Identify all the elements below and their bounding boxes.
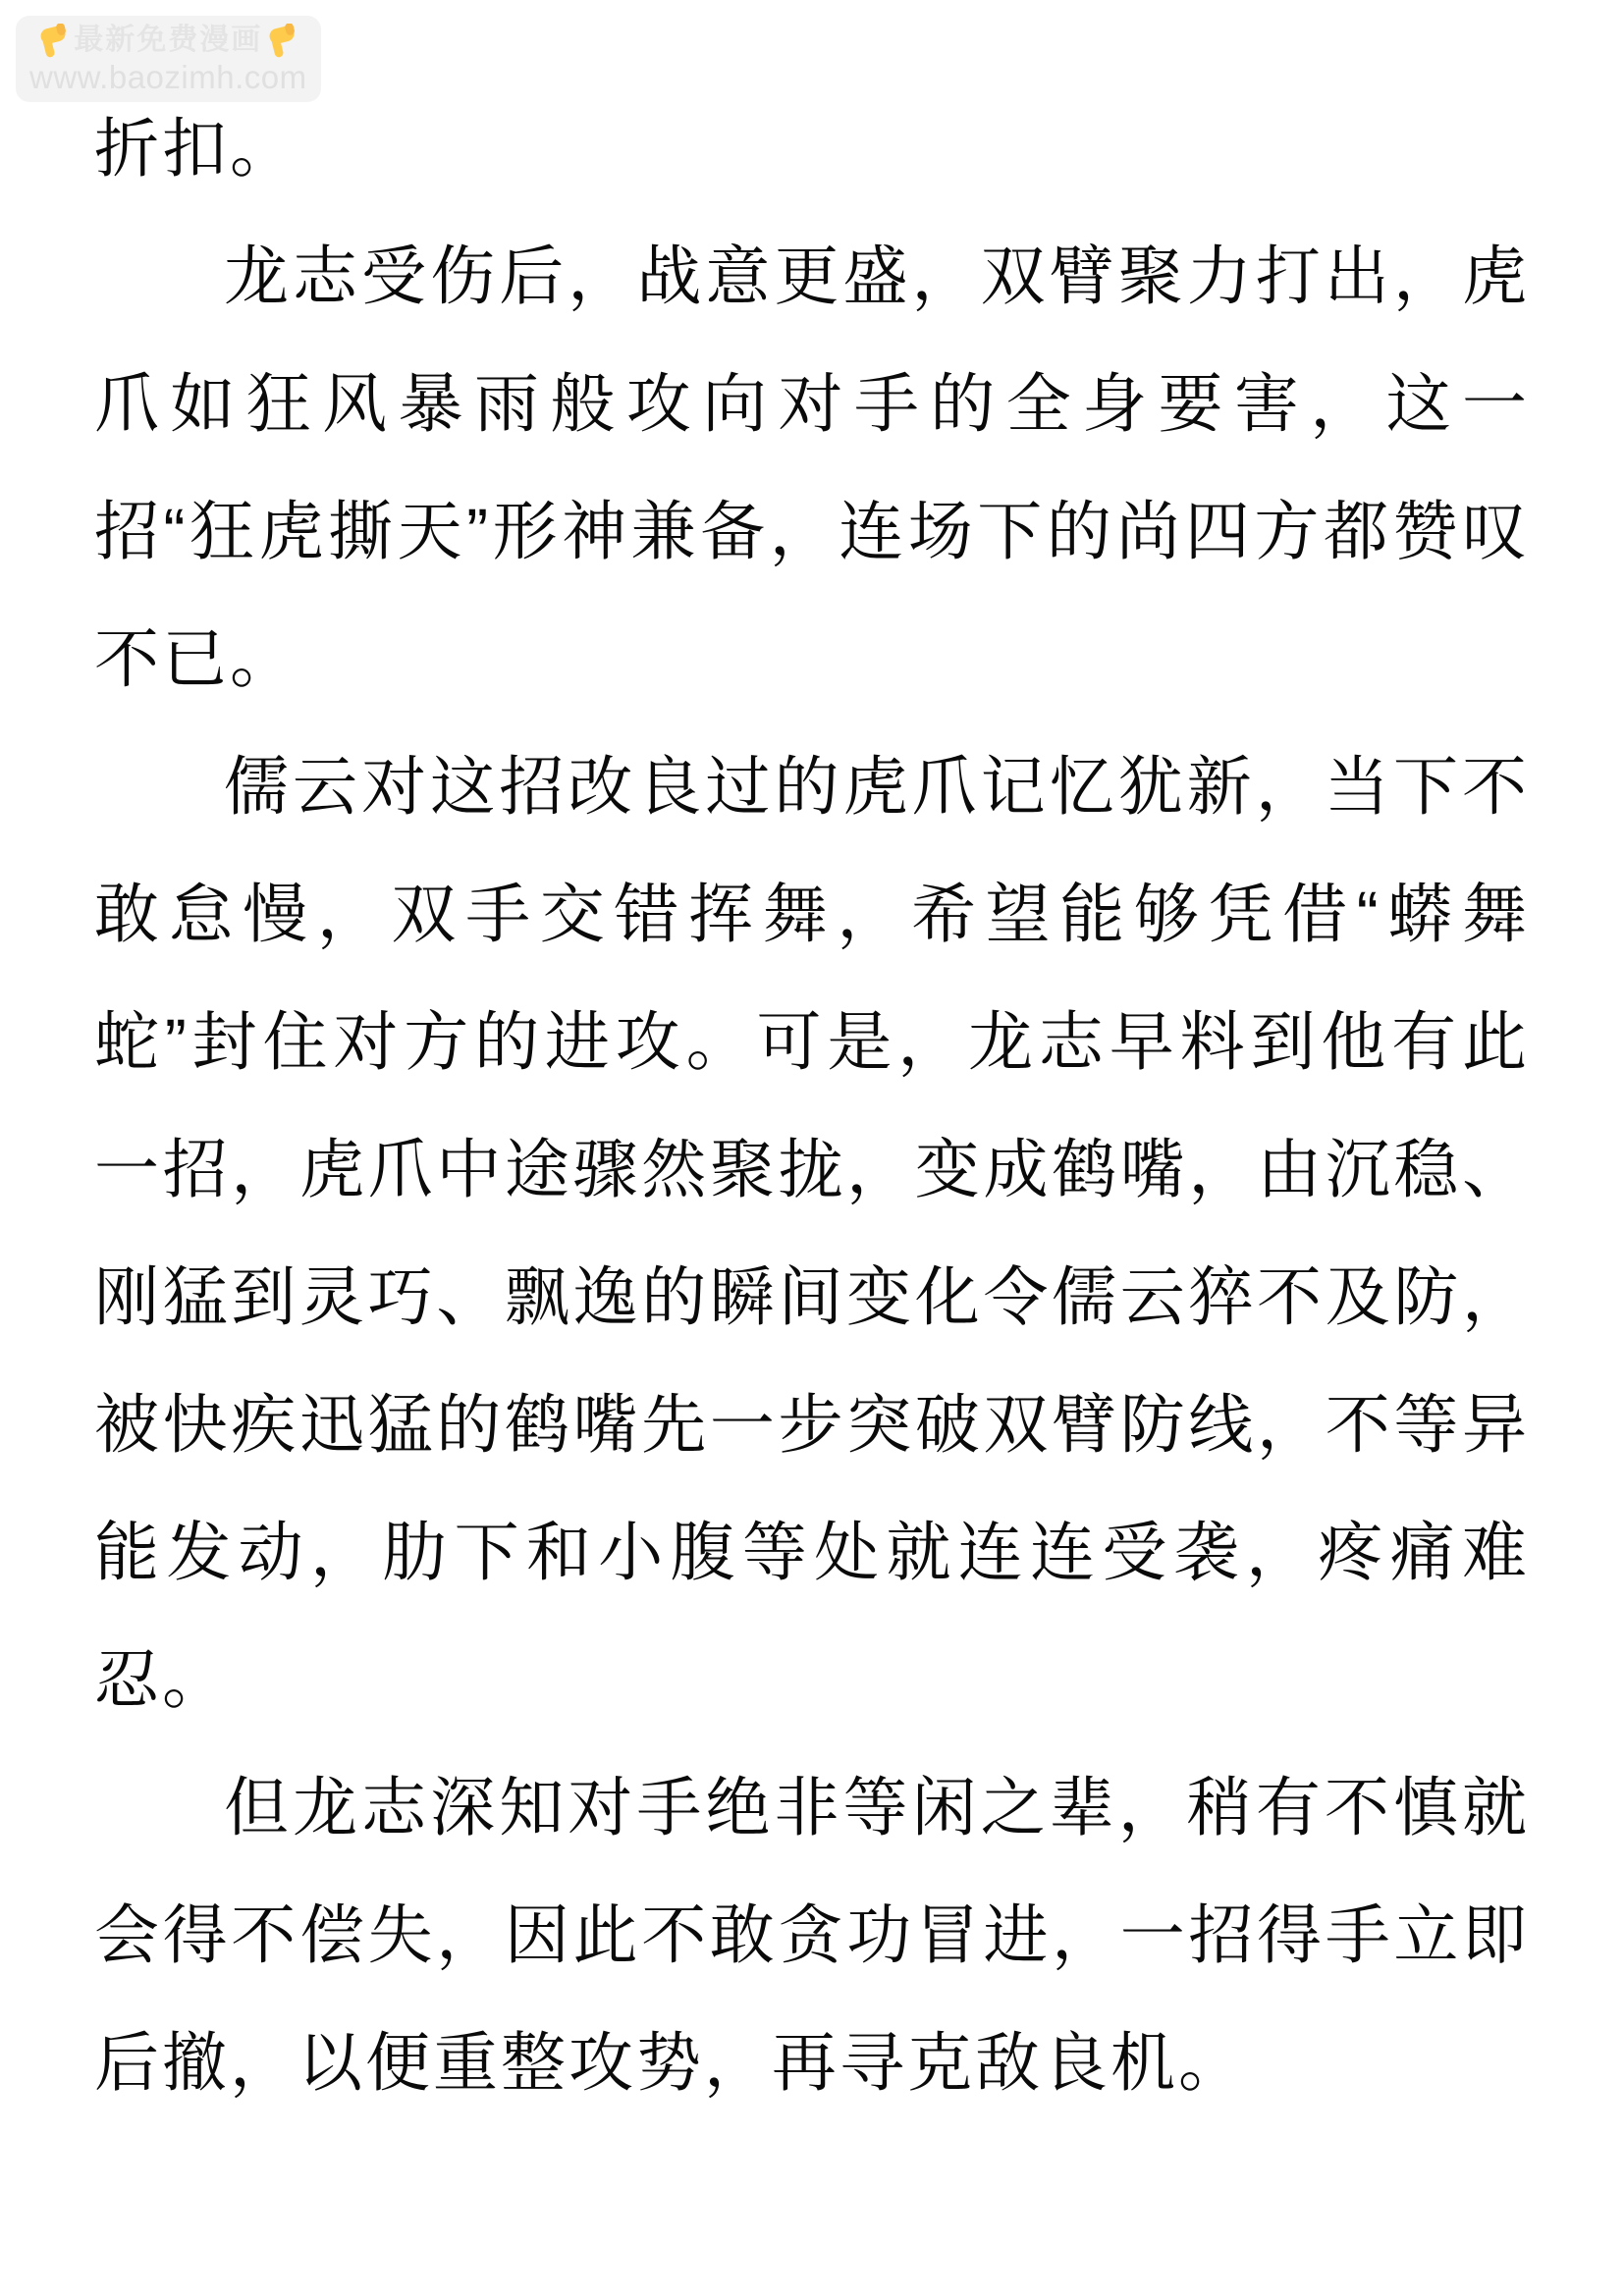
watermark-url[interactable]: www.baozimh.com (29, 59, 307, 95)
watermark-title-row (36, 24, 299, 58)
chapter-text (0, 84, 1624, 2126)
point-down-icon (265, 24, 299, 58)
watermark-title: 最新免费漫画 (74, 24, 263, 57)
paragraph: 但龙志深知对手绝非等闲之辈，稍有不慎就会得不偿失，因此不敢贪功冒进，一招得手立即后撤，以便重整攻势，再寻克敌良机。 (94, 1771, 1530, 2099)
paragraph: 折扣。 (94, 112, 298, 185)
paragraph: 儒云对这招改良过的虎爪记忆犹新，当下不敢怠慢，双手交错挥舞，希望能够凭借“蟒舞蛇”封住对方的进攻。可是，龙志早料到他有此一招，虎爪中途骤然聚拢，变成鹤嘴，由沉稳、刚猛到灵巧、飘逸的瞬间变化令儒云猝不及防，被快疾迅猛的鹤嘴先一步突破双臂防线，不等异能发动，肋下和小腹等处就连连受袭，疼痛难忍。 (94, 750, 1530, 1716)
point-down-icon (36, 24, 71, 58)
paragraph: 龙志受伤后，战意更盛，双臂聚力打出，虎爪如狂风暴雨般攻向对手的全身要害，这一招“狂虎撕天”形神兼备，连场下的尚四方都赞叹不已。 (94, 240, 1530, 695)
